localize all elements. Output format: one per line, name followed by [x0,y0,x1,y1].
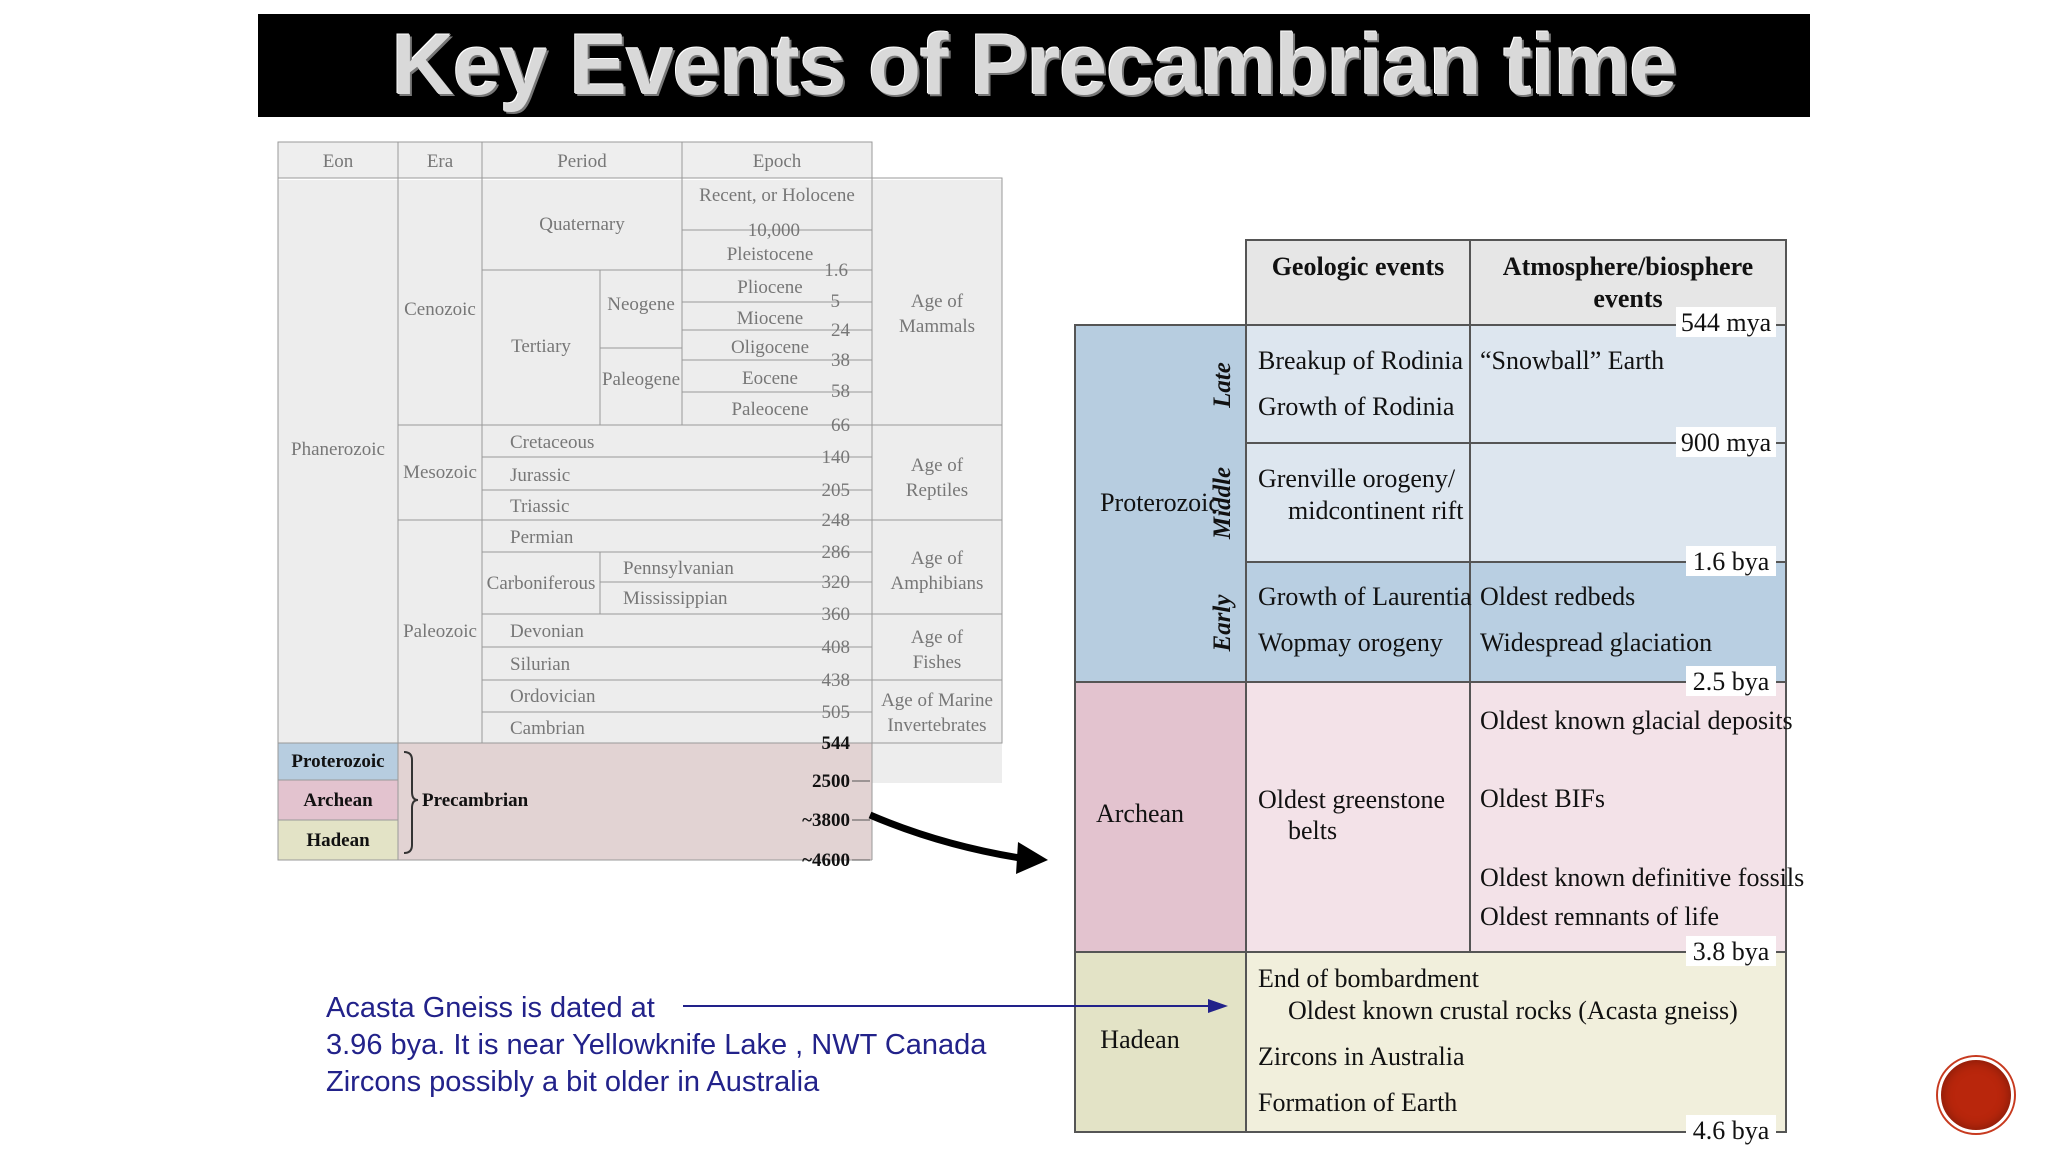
boundary-24: 24 [831,320,850,341]
boundary-544-mya: 544 mya [1680,308,1772,337]
header-geologic-events: Geologic events [1271,252,1445,281]
period-triassic: Triassic [510,496,570,517]
age-reptiles-1: Age of [910,455,964,476]
header-epoch: Epoch [752,151,802,172]
age-amphibians-1: Age of [910,548,964,569]
boundary-205: 205 [821,480,850,501]
boundary-58: 58 [831,381,850,402]
title-bar [258,14,1810,117]
boundary-248: 248 [821,510,850,531]
boundary-438: 438 [821,670,850,691]
boundary-66: 66 [831,415,850,436]
note-line-2: 3.96 bya. It is near Yellowknife Lake , NWT Canada [326,1029,987,1061]
boundary-2500: 2500 [812,771,850,792]
geo-grenville-1: Grenville orogeny/ [1258,464,1456,493]
boundary-5: 5 [830,291,840,312]
era-cenozoic: Cenozoic [404,299,476,320]
age-reptiles-2: Reptiles [905,480,969,501]
eon-proterozoic: Proterozoic [291,751,385,772]
eon-hadean-label: Hadean [1100,1025,1180,1054]
geo-growth-rodinia: Growth of Rodinia [1258,392,1455,421]
atmo-fossils: Oldest known definitive fossils [1480,863,1805,892]
precambrian-detail-table [1070,235,1820,1155]
period-pennsylvanian: Pennsylvanian [623,558,734,579]
period-silurian: Silurian [510,654,571,675]
geo-formation-earth: Formation of Earth [1258,1088,1458,1117]
geo-zircons: Zircons in Australia [1258,1042,1465,1071]
header-atmo-line1: Atmosphere/biosphere [1502,252,1754,281]
period-permian: Permian [510,527,574,548]
period-paleogene: Paleogene [601,369,681,390]
boundary-286: 286 [821,542,850,563]
age-fishes-2: Fishes [912,652,962,673]
period-devonian: Devonian [510,621,584,642]
note-line-1: Acasta Gneiss is dated at [326,992,655,1024]
boundary-320: 320 [821,572,850,593]
period-cambrian: Cambrian [510,718,585,739]
period-cretaceous: Cretaceous [510,432,595,453]
period-jurassic: Jurassic [510,465,571,486]
boundary-3800: ~3800 [802,810,850,831]
geo-greenstone-1: Oldest greenstone [1258,785,1446,814]
era-mesozoic: Mesozoic [403,462,477,483]
period-neogene: Neogene [607,294,675,315]
boundary-360: 360 [821,604,850,625]
geo-grenville-2: midcontinent rift [1288,496,1464,525]
epoch-holocene: Recent, or Holocene [699,185,855,206]
age-mammals-2: Mammals [899,316,975,337]
age-marine-1: Age of Marine [881,690,993,711]
curved-arrow-head [1016,842,1048,874]
geo-growth-laurentia: Growth of Laurentia [1258,582,1472,611]
boundary-4-6-bya: 4.6 bya [1692,1116,1770,1145]
header-atmo-line2: events [1593,284,1663,313]
subdivision-middle: Middle [1209,466,1236,540]
period-mississippian: Mississippian [623,588,728,609]
geo-greenstone-2: belts [1288,816,1338,845]
header-eon: Eon [322,151,354,172]
boundary-140: 140 [821,447,850,468]
eon-archean-label: Archean [1095,799,1185,828]
atmo-remnants: Oldest remnants of life [1480,902,1719,931]
slide-title: Key Events of Precambrian time [391,17,1677,113]
atmo-snowball: “Snowball” Earth [1480,346,1665,375]
acasta-gneiss-note [326,990,1086,1101]
boundary-2-5-bya: 2.5 bya [1692,667,1770,696]
eon-hadean: Hadean [306,830,370,851]
boundary-408: 408 [821,637,850,658]
boundary-3-8-bya: 3.8 bya [1692,937,1770,966]
epoch-eocene: Eocene [742,368,798,389]
boundary-900-mya: 900 mya [1680,428,1772,457]
boundary-505: 505 [821,702,850,723]
age-amphibians-2: Amphibians [890,573,984,594]
epoch-pliocene: Pliocene [737,277,803,298]
subdivision-early: Early [1209,594,1236,652]
boundary-544: 544 [821,733,850,754]
period-ordovician: Ordovician [510,686,596,707]
boundary-38: 38 [831,350,850,371]
period-carboniferous: Carboniferous [486,573,596,594]
epoch-miocene: Miocene [736,308,804,329]
boundary-1-6-bya: 1.6 bya [1692,547,1770,576]
boundary-1-6: 1.6 [824,260,848,281]
boundary-10000: 10,000 [747,220,800,241]
eon-proterozoic-label: Proterozoic [1100,488,1220,517]
period-tertiary: Tertiary [511,336,571,357]
age-fishes-1: Age of [910,627,964,648]
eon-archean: Archean [303,790,373,811]
precambrian-label: Precambrian [422,790,529,811]
geologic-time-scale-table [270,140,1010,880]
slide-nav-button[interactable] [1938,1057,2014,1133]
atmo-glaciation: Widespread glaciation [1480,628,1713,657]
eon-phanerozoic: Phanerozoic [291,439,385,460]
era-paleozoic: Paleozoic [403,621,477,642]
atmo-glacial-deposits: Oldest known glacial deposits [1480,706,1793,735]
age-mammals-1: Age of [910,291,964,312]
geo-wopmay: Wopmay orogeny [1258,628,1443,657]
subdivision-late: Late [1209,362,1236,408]
geo-acasta: Oldest known crustal rocks (Acasta gneiss) [1288,996,1738,1025]
epoch-pleistocene: Pleistocene [726,244,814,265]
geo-end-bombardment: End of bombardment [1258,964,1479,993]
period-quaternary: Quaternary [539,214,625,235]
note-line-3: Zircons possibly a bit older in Australia [326,1066,820,1098]
geo-breakup-rodinia: Breakup of Rodinia [1258,346,1464,375]
atmo-redbeds: Oldest redbeds [1480,582,1636,611]
header-period: Period [557,151,607,172]
boundary-4600: ~4600 [802,850,850,871]
atmo-bifs: Oldest BIFs [1480,784,1605,813]
header-era: Era [426,151,454,172]
epoch-paleocene: Paleocene [731,399,809,420]
epoch-oligocene: Oligocene [730,337,810,358]
age-marine-2: Invertebrates [887,715,987,736]
